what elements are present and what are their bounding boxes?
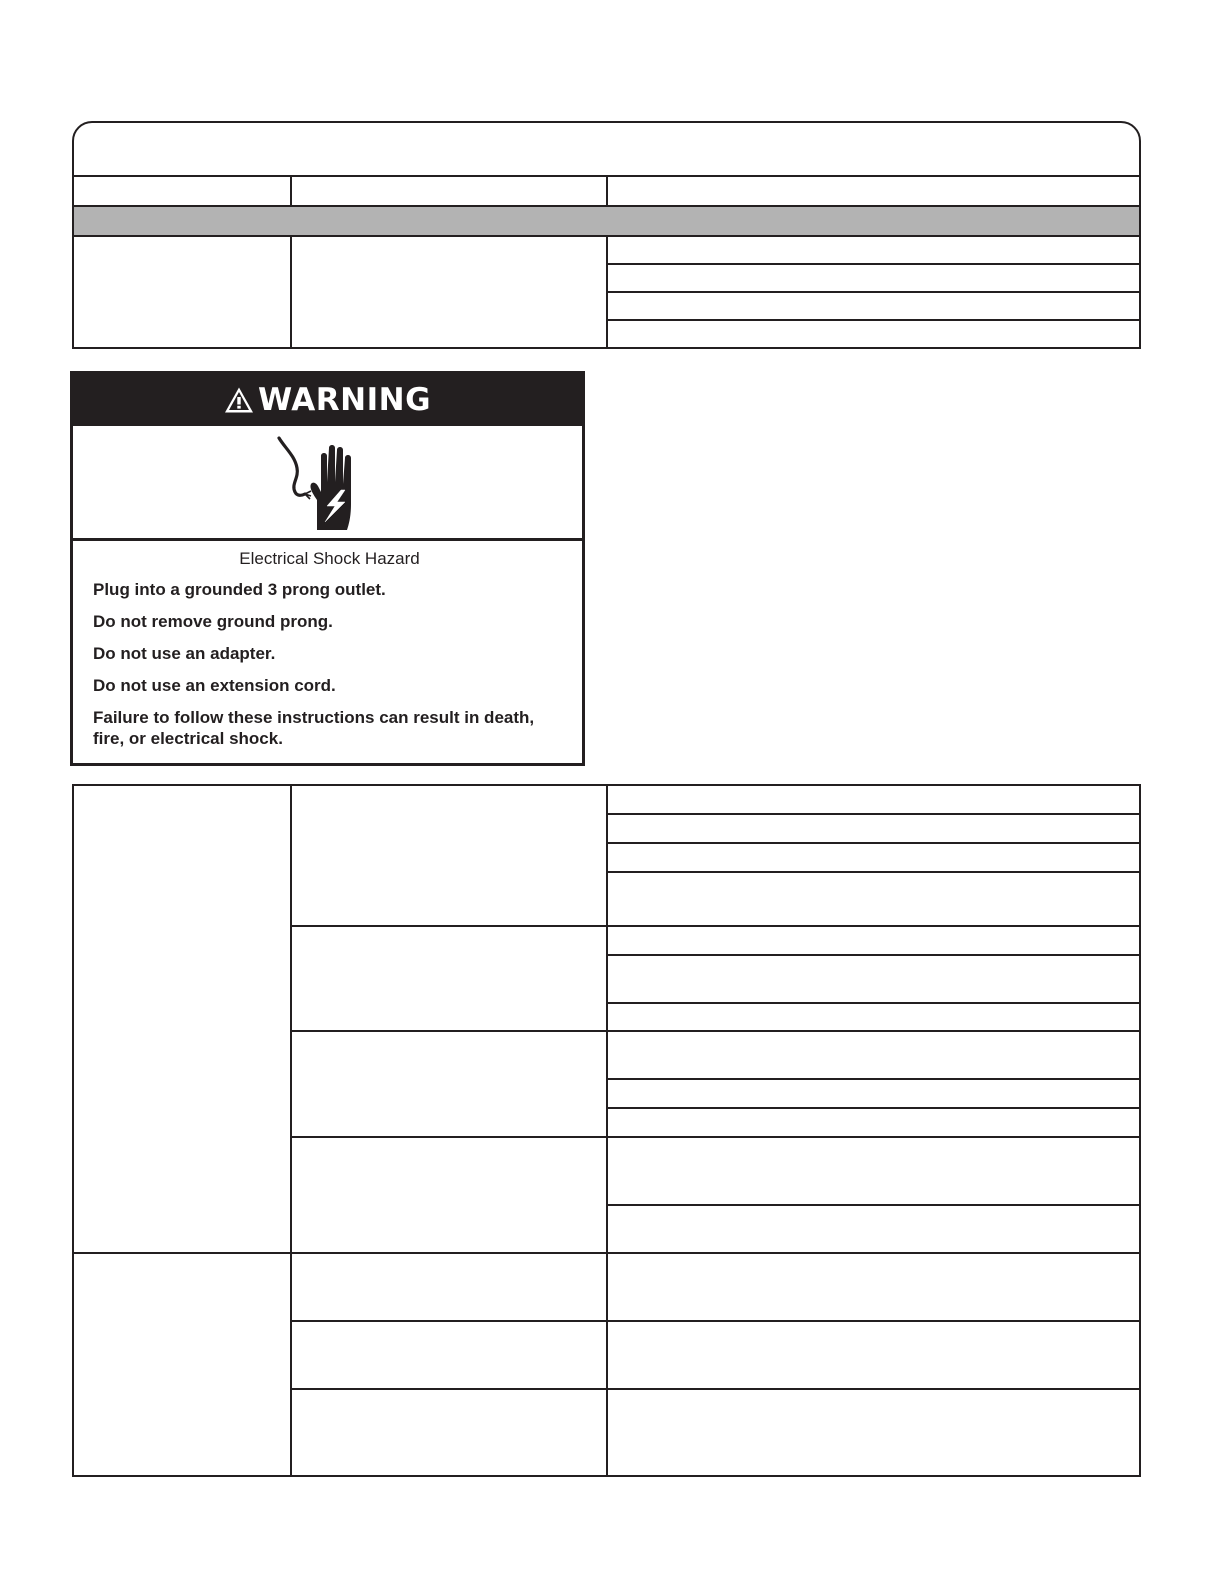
table-row-divider	[292, 1388, 1139, 1390]
electrical-shock-hand-icon	[271, 434, 371, 534]
table-column-divider	[290, 786, 292, 1475]
hazard-title: Electrical Shock Hazard	[239, 549, 420, 568]
table-column-divider	[606, 175, 608, 207]
hazard-pictogram-area	[73, 426, 582, 541]
table-row-divider	[608, 1078, 1139, 1080]
instruction-line: Do not remove ground prong.	[93, 612, 333, 631]
warning-text	[93, 549, 566, 760]
table-row-divider	[74, 1252, 1139, 1254]
warning-header	[73, 374, 582, 426]
troubleshooting-table-top	[72, 121, 1141, 349]
signal-word: WARNING	[257, 381, 432, 418]
instruction-line: Plug into a grounded 3 prong outlet.	[93, 580, 386, 599]
table-section-band	[74, 207, 1139, 235]
table-column-divider	[290, 175, 292, 207]
table-column-divider	[290, 235, 292, 347]
table-row-divider	[608, 1002, 1139, 1004]
table-row-divider	[292, 925, 1139, 927]
troubleshooting-table-bottom	[72, 784, 1141, 1477]
consequence-statement: Failure to follow these instructions can result in death, fire, or electrical shock.	[93, 708, 535, 748]
table-row-divider	[608, 871, 1139, 873]
warning-safety-box	[70, 371, 585, 766]
table-row-divider	[608, 291, 1139, 293]
table-row-divider	[608, 1204, 1139, 1206]
instruction-line: Do not use an adapter.	[93, 644, 276, 663]
table-row-divider	[292, 1030, 1139, 1032]
table-row-divider	[292, 1136, 1139, 1138]
table-row-divider	[608, 319, 1139, 321]
table-row-divider	[608, 813, 1139, 815]
table-row-divider	[608, 1107, 1139, 1109]
table-row-divider	[608, 954, 1139, 956]
exclamation-triangle-icon	[224, 386, 254, 414]
table-row-divider	[608, 263, 1139, 265]
table-row-divider	[608, 842, 1139, 844]
table-column-divider	[606, 786, 608, 1475]
instruction-line: Do not use an extension cord.	[93, 676, 336, 695]
table-row-divider	[292, 1320, 1139, 1322]
